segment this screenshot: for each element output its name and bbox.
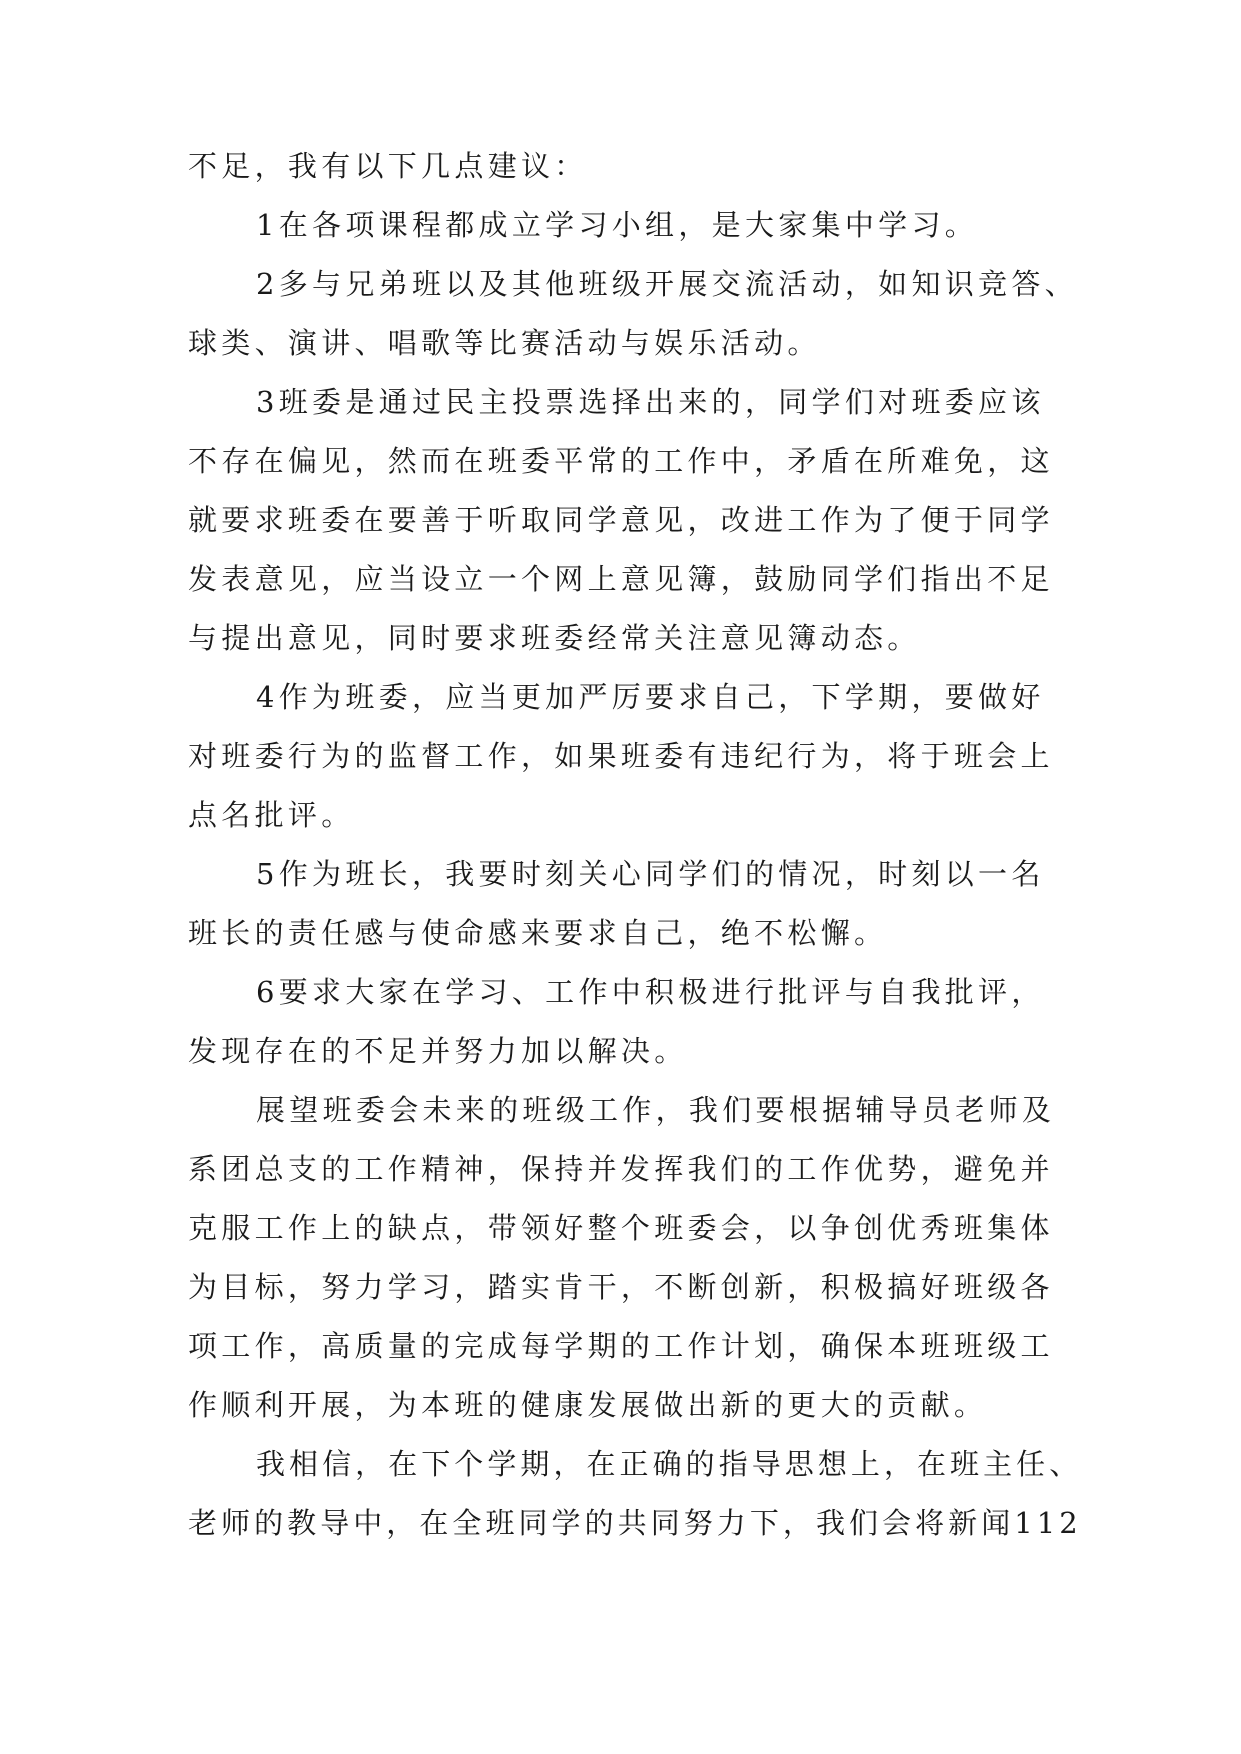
text-line: 发现存在的不足并努力加以解决。 bbox=[188, 1034, 688, 1068]
text-line: 为目标，努力学习，踏实肯干，不断创新，积极搞好班级各 bbox=[188, 1270, 1054, 1304]
text-line: 老师的教导中，在全班同学的共同努力下，我们会将新闻112 bbox=[188, 1506, 1082, 1540]
text-line: 5作为班长，我要时刻关心同学们的情况，时刻以一名 bbox=[256, 857, 1045, 891]
text-line: 系团总支的工作精神，保持并发挥我们的工作优势，避免并 bbox=[188, 1152, 1054, 1186]
text-line: 4作为班委，应当更加严厉要求自己，下学期，要做好 bbox=[256, 680, 1045, 714]
text-line: 点名批评。 bbox=[188, 798, 355, 832]
text-line: 不存在偏见，然而在班委平常的工作中，矛盾在所难免，这 bbox=[188, 444, 1054, 478]
text-line: 不足，我有以下几点建议： bbox=[188, 149, 588, 183]
text-line: 球类、演讲、唱歌等比赛活动与娱乐活动。 bbox=[188, 326, 821, 360]
text-line: 6要求大家在学习、工作中积极进行批评与自我批评， bbox=[256, 975, 1045, 1009]
text-line: 项工作，高质量的完成每学期的工作计划，确保本班班级工 bbox=[188, 1329, 1054, 1363]
text-line: 3班委是通过民主投票选择出来的，同学们对班委应该 bbox=[256, 385, 1045, 419]
text-line: 展望班委会未来的班级工作，我们要根据辅导员老师及 bbox=[256, 1093, 1056, 1127]
text-line: 1在各项课程都成立学习小组，是大家集中学习。 bbox=[256, 208, 979, 242]
text-line: 对班委行为的监督工作，如果班委有违纪行为，将于班会上 bbox=[188, 739, 1054, 773]
text-line: 就要求班委在要善于听取同学意见，改进工作为了便于同学 bbox=[188, 503, 1054, 537]
text-line: 克服工作上的缺点，带领好整个班委会，以争创优秀班集体 bbox=[188, 1211, 1054, 1245]
text-line: 与提出意见，同时要求班委经常关注意见簿动态。 bbox=[188, 621, 921, 655]
text-line: 发表意见，应当设立一个网上意见簿，鼓励同学们指出不足 bbox=[188, 562, 1054, 596]
text-line: 班长的责任感与使命感来要求自己，绝不松懈。 bbox=[188, 916, 888, 950]
text-line: 我相信，在下个学期，在正确的指导思想上，在班主任、 bbox=[256, 1447, 1083, 1481]
text-line: 2多与兄弟班以及其他班级开展交流活动，如知识竞答、 bbox=[256, 267, 1078, 301]
text-line: 作顺利开展，为本班的健康发展做出新的更大的贡献。 bbox=[188, 1388, 988, 1422]
